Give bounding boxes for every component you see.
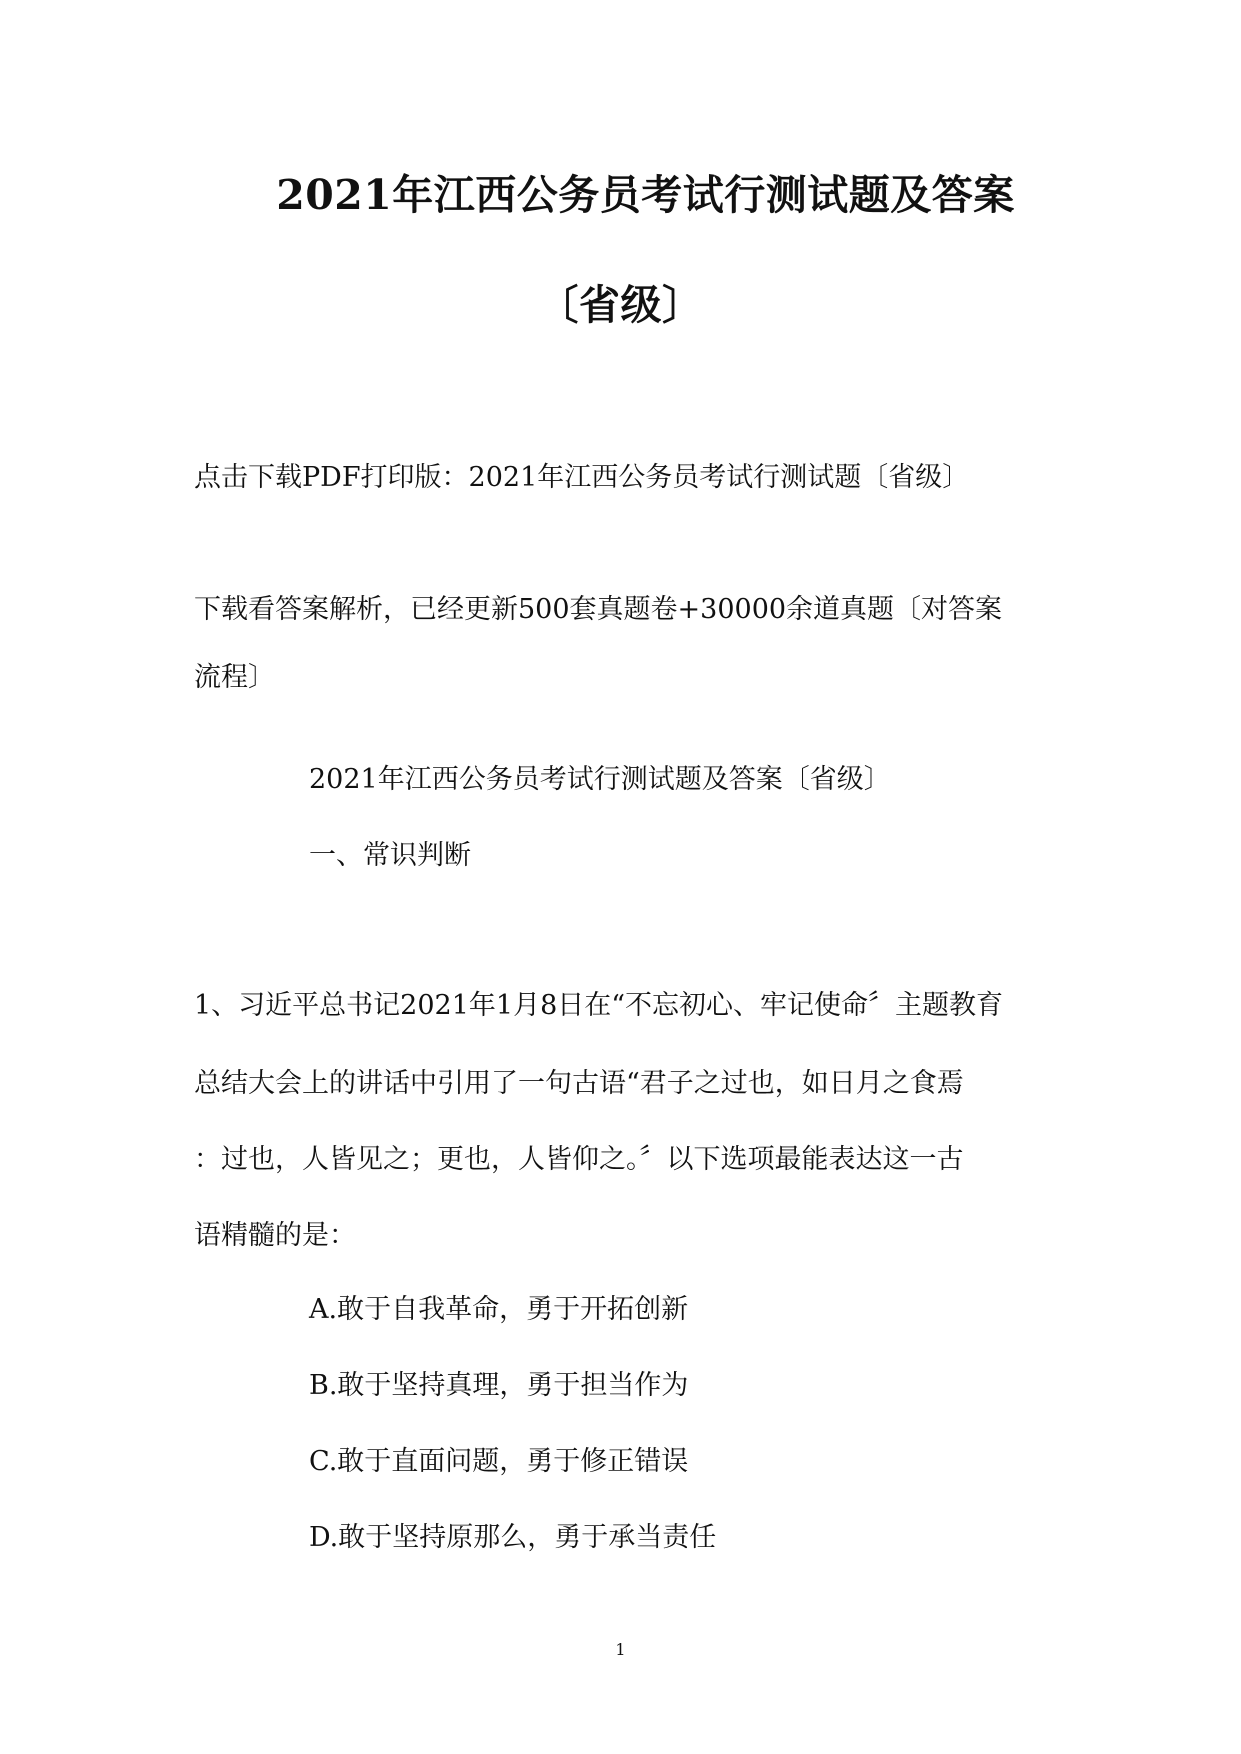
question-1-option-b: B.敢于坚持真理，勇于担当作为 bbox=[309, 1370, 689, 1401]
download-pdf-link[interactable]: 点击下载PDF打印版：2021年江西公务员考试行测试题〔省级〕 bbox=[194, 462, 970, 493]
section-heading: 一、常识判断 bbox=[309, 840, 471, 871]
question-1-option-d: D.敢于坚持原那么，勇于承当责任 bbox=[309, 1522, 717, 1553]
question-1-text-line-4: 语精髓的是： bbox=[194, 1220, 356, 1251]
download-answers-text-line-1[interactable]: 下载看答案解析，已经更新500套真题卷+30000余道真题〔对答案 bbox=[194, 594, 1003, 625]
document-title-line-1: 2021年江西公务员考试行测试题及答案 bbox=[276, 171, 1015, 219]
document-title-line-2: 〔省级〕 bbox=[537, 281, 704, 329]
question-1-text-line-2: 总结大会上的讲话中引用了一句古语“君子之过也，如日月之食焉 bbox=[194, 1068, 964, 1099]
page-number: 1 bbox=[615, 1640, 626, 1659]
question-1-text-line-1: 1、习近平总书记2021年1月8日在“不忘初心、牢记使命〞主题教育 bbox=[194, 990, 1004, 1021]
download-answers-text-line-2[interactable]: 流程〕 bbox=[194, 662, 275, 693]
question-1-option-c: C.敢于直面问题，勇于修正错误 bbox=[309, 1446, 689, 1477]
document-subtitle: 2021年江西公务员考试行测试题及答案〔省级〕 bbox=[309, 764, 891, 795]
question-1-text-line-3: ：过也，人皆见之；更也，人皆仰之。〞以下选项最能表达这一古 bbox=[194, 1144, 964, 1175]
question-1-option-a: A.敢于自我革命，勇于开拓创新 bbox=[309, 1294, 689, 1325]
